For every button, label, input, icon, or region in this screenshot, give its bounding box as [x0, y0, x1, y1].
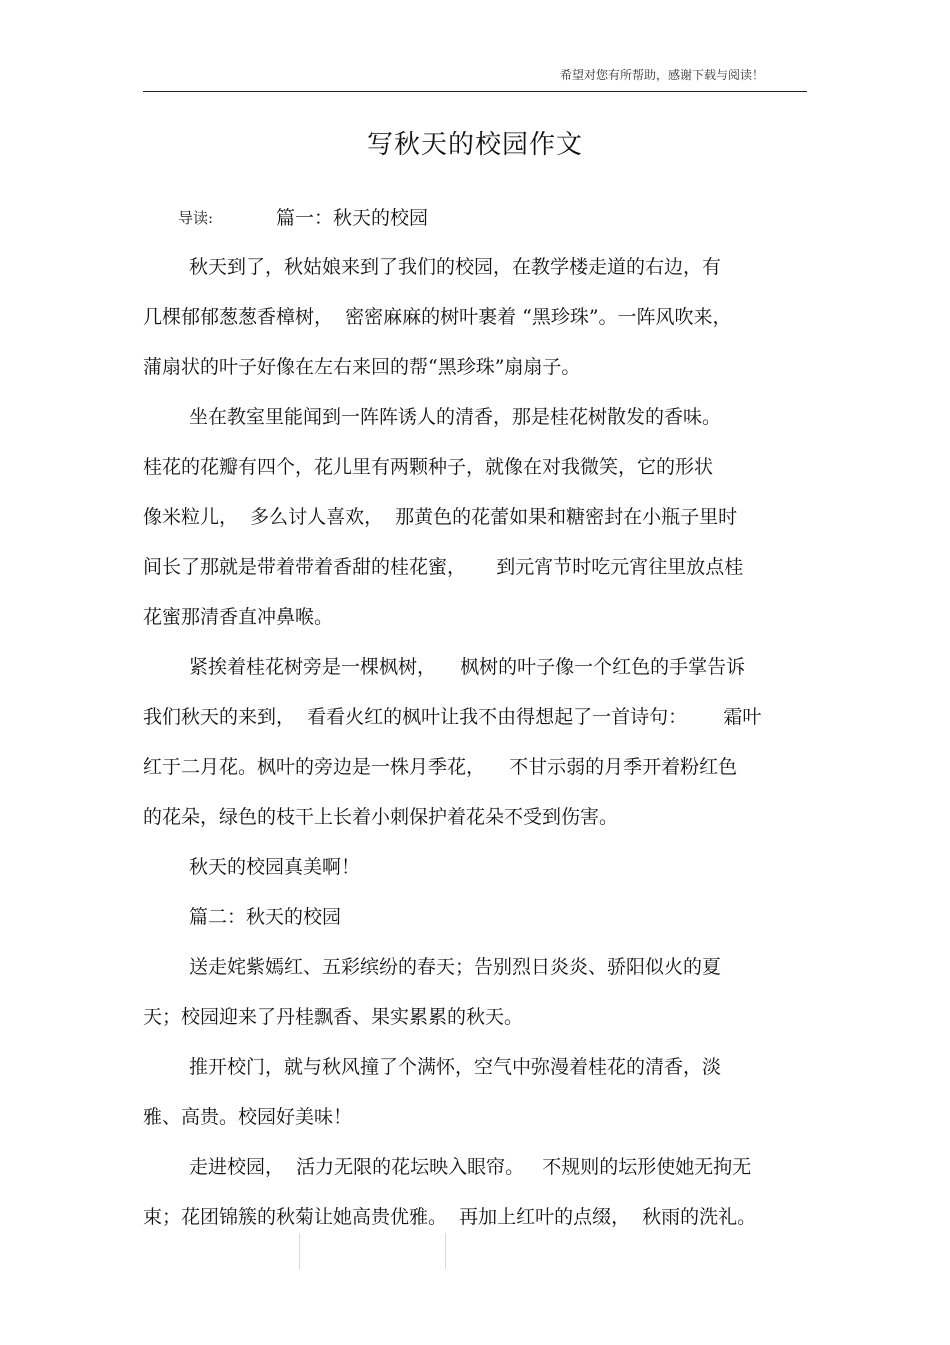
body-line: 紧挨着桂花树旁是一棵枫树， 枫树的叶子像一个红色的手掌告诉: [189, 656, 746, 678]
body-line: 桂花的花瓣有四个，花儿里有两颗种子，就像在对我微笑，它的形状: [143, 456, 714, 478]
body-line: 秋天到了，秋姑娘来到了我们的校园，在教学楼走道的右边，有: [189, 256, 722, 278]
body-line: 坐在教室里能闻到一阵阵诱人的清香，那是桂花树散发的香味。: [189, 406, 722, 428]
body-line: 天；校园迎来了丹桂飘香、果实累累的秋天。: [143, 1006, 524, 1028]
body-line: 秋天的校园真美啊！: [189, 856, 361, 878]
body-line: 间长了那就是带着带着香甜的桂花蜜， 到元宵节时吃元宵往里放点桂: [143, 556, 744, 578]
body-line: 走进校园， 活力无限的花坛映入眼帘。 不规则的坛形使她无拘无: [189, 1156, 752, 1178]
body-line: 花蜜那清香直冲鼻喉。: [143, 606, 334, 628]
section-heading: 篇二：秋天的校园: [189, 906, 342, 928]
header-rule: [143, 91, 807, 92]
footer-divider-left: [299, 1233, 300, 1269]
body-line: 雅、高贵。校园好美味！: [143, 1106, 353, 1128]
body-line: 红于二月花。枫叶的旁边是一株月季花， 不甘示弱的月季开着粉红色: [143, 756, 738, 778]
document-title: 写秋天的校园作文: [366, 130, 583, 160]
header-note: 希望对您有所帮助，感谢下载与阅读！: [560, 68, 765, 82]
body-line: 送走姹紫嫣红、五彩缤纷的春天；告别烈日炎炎、骄阳似火的夏: [189, 956, 722, 978]
guide-text: 篇一：秋天的校园: [276, 207, 429, 229]
body-line: 推开校门，就与秋风撞了个满怀，空气中弥漫着桂花的清香，淡: [189, 1056, 722, 1078]
footer-divider-right: [445, 1233, 446, 1269]
body-line: 的花朵，绿色的枝干上长着小刺保护着花朵不受到伤害。: [143, 806, 619, 828]
body-line: 蒲扇状的叶子好像在左右来回的帮“黑珍珠”扇扇子。: [143, 356, 581, 378]
body-line: 束；花团锦簇的秋菊让她高贵优雅。 再加上红叶的点缀， 秋雨的洗礼。: [143, 1206, 757, 1228]
body-line: 我们秋天的来到， 看看火红的枫叶让我不由得想起了一首诗句： 霜叶: [143, 706, 762, 728]
body-line: 几棵郁郁葱葱香樟树， 密密麻麻的树叶裹着 “黑珍珠”。一阵风吹来，: [143, 306, 732, 328]
guide-label: 导读:: [178, 209, 214, 227]
body-line: 像米粒儿， 多么讨人喜欢， 那黄色的花蕾如果和糖密封在小瓶子里时: [143, 506, 738, 528]
